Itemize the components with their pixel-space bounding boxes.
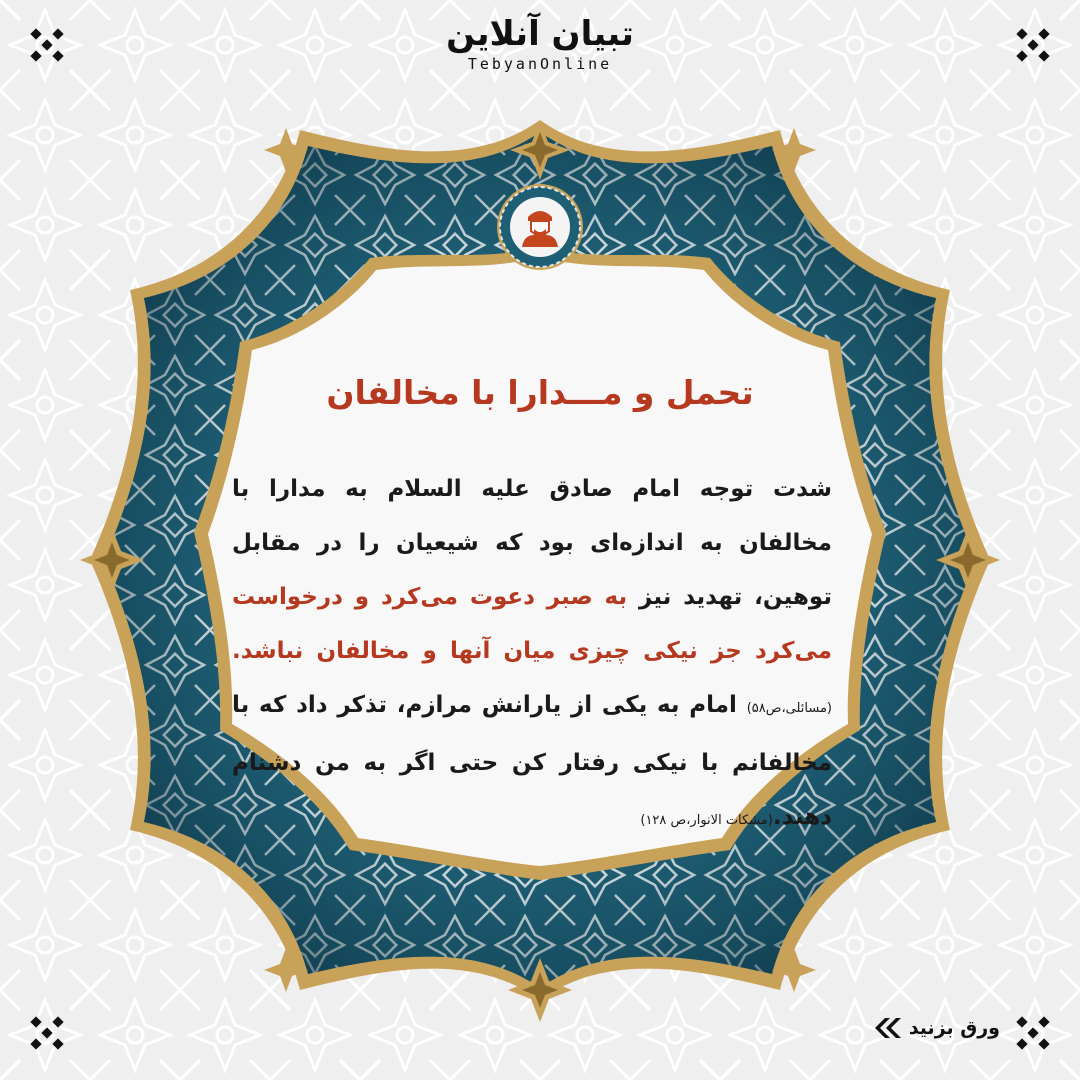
person-icon: [496, 183, 584, 271]
corner-ornament-top-right: [1016, 28, 1050, 62]
brand-name-fa: تبیان آنلاین: [446, 14, 634, 54]
corner-ornament-bottom-left: [30, 1016, 64, 1050]
reference-citation-1: (مسائلی،ص۵۸): [746, 701, 832, 716]
card-body: [232, 462, 832, 848]
corner-ornament-bottom-right: [1016, 1016, 1050, 1050]
swipe-next-button[interactable]: [860, 1010, 1000, 1046]
double-chevron-left-icon: [871, 1016, 901, 1040]
swipe-label: ورق بزنید: [908, 1017, 1000, 1039]
brand-logo: [440, 14, 640, 74]
card-title: تحمل و مـــدارا با مخالفان: [326, 373, 754, 412]
reference-citation-2: (مشکات الانوار،ص ۱۲۸): [640, 813, 773, 828]
body-text-highlight: به صبر دعوت می‌کرد و درخواست می‌کرد جز نیکی چیزی میان آنها و مخالفان نباشد.: [232, 584, 832, 664]
body-text-part2: امام به یکی از یارانش مرازم، تذکر داد که با مخالفانم با نیکی رفتار کن حتی اگر به من دشنام دهند.: [232, 692, 832, 830]
brand-name-en: TebyanOnline: [467, 55, 613, 73]
body-text-part1: شدت توجه امام صادق علیه السلام به مدارا با مخالفان به اندازه‌ای بود که شیعیان را در مقابل توهین، تهدید نیز: [232, 476, 832, 610]
corner-ornament-top-left: [30, 28, 64, 62]
